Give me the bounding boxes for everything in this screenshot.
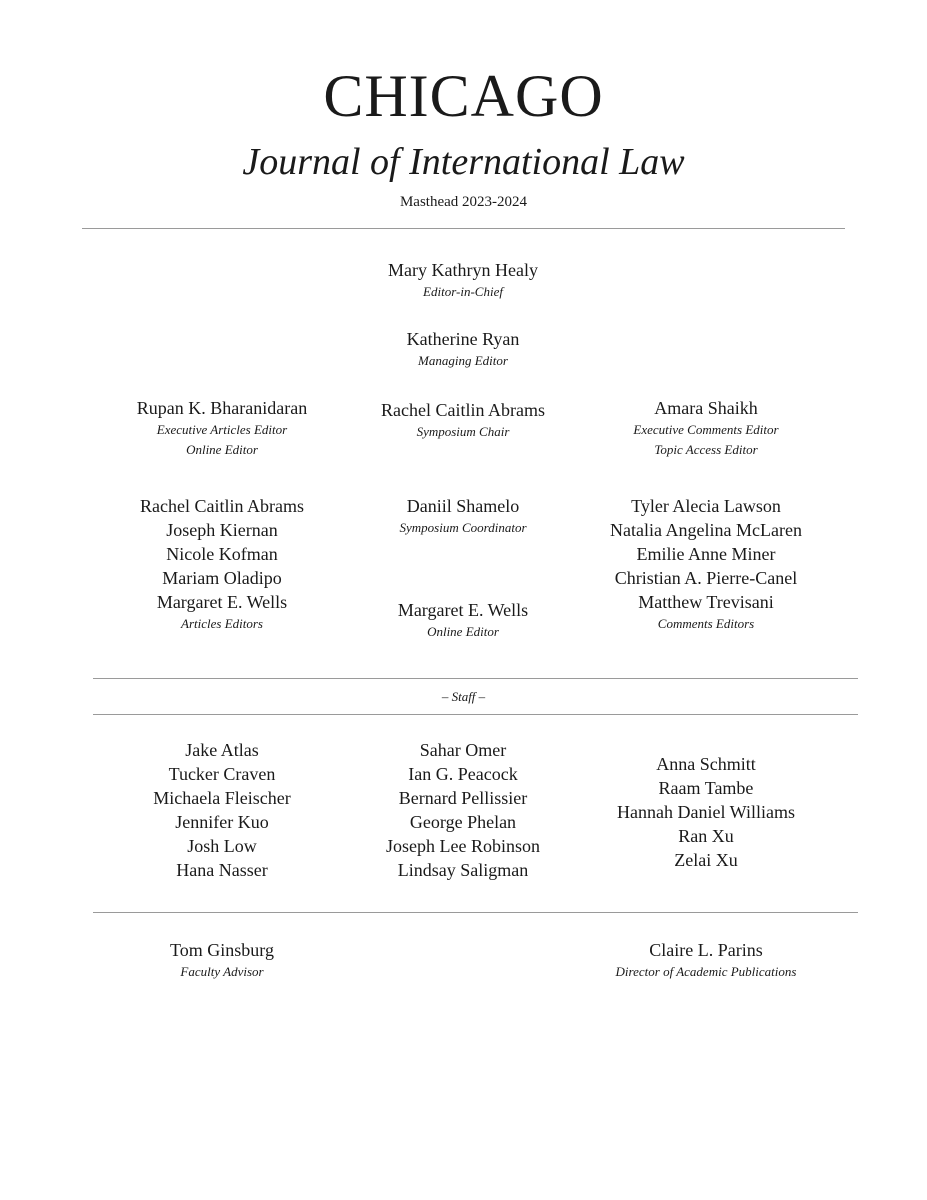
comments-editor-name: Christian A. Pierre-Canel xyxy=(614,568,798,588)
comments-editor-name: Natalia Angelina McLaren xyxy=(610,520,802,540)
executive-articles-block xyxy=(92,396,352,459)
director-block xyxy=(566,938,846,982)
comments-editors-role: Comments Editors xyxy=(657,616,755,631)
staff-name: Ran Xu xyxy=(678,826,734,846)
staff-name: Michaela Fleischer xyxy=(153,788,291,808)
faculty-advisor-name: Tom Ginsburg xyxy=(170,940,274,960)
staff-divider-bottom xyxy=(93,714,858,715)
comments-editors-block xyxy=(576,494,836,634)
staff-name: Joseph Lee Robinson xyxy=(386,836,540,856)
online-editor-role: Online Editor xyxy=(427,624,499,639)
comments-editor-name: Tyler Alecia Lawson xyxy=(631,496,781,516)
articles-editor-name: Rachel Caitlin Abrams xyxy=(140,496,304,516)
managing-editor-block xyxy=(313,327,613,371)
staff-label: – Staff – xyxy=(441,689,486,704)
staff-name: Hannah Daniel Williams xyxy=(617,802,795,822)
executive-comments-block xyxy=(576,396,836,459)
staff-name: Lindsay Saligman xyxy=(397,860,529,880)
executive-articles-name: Rupan K. Bharanidaran xyxy=(136,398,308,418)
articles-editor-name: Mariam Oladipo xyxy=(162,568,282,588)
editor-in-chief-name: Mary Kathryn Healy xyxy=(388,260,538,280)
comments-editor-name: Matthew Trevisani xyxy=(638,592,774,612)
journal-title: CHICAGO xyxy=(323,63,604,129)
editor-in-chief-role: Editor-in-Chief xyxy=(423,284,503,299)
symposium-chair-block xyxy=(333,398,593,442)
editor-in-chief-block xyxy=(313,258,613,302)
faculty-advisor-role: Faculty Advisor xyxy=(180,964,264,979)
staff-name: Tucker Craven xyxy=(168,764,276,784)
executive-comments-role: Executive Comments Editor xyxy=(633,422,779,437)
symposium-coordinator-role: Symposium Coordinator xyxy=(399,520,527,535)
director-role: Director of Academic Publications xyxy=(615,964,797,979)
online-editor-block xyxy=(333,598,593,642)
staff-name: Raam Tambe xyxy=(658,778,754,798)
staff-name: Zelai Xu xyxy=(674,850,738,870)
masthead-year: Masthead 2023-2024 xyxy=(399,194,528,210)
articles-editors-block xyxy=(92,494,352,634)
executive-articles-role-2: Online Editor xyxy=(186,441,258,457)
executive-comments-name: Amara Shaikh xyxy=(654,398,758,418)
symposium-chair-name: Rachel Caitlin Abrams xyxy=(381,400,545,420)
symposium-coordinator-block xyxy=(333,494,593,538)
symposium-coordinator-name: Daniil Shamelo xyxy=(406,496,520,516)
staff-name: Sahar Omer xyxy=(419,740,507,760)
staff-divider-top xyxy=(93,678,858,679)
managing-editor-name: Katherine Ryan xyxy=(406,329,520,349)
articles-editor-name: Joseph Kiernan xyxy=(166,520,278,540)
header-divider xyxy=(82,228,845,229)
staff-name: Josh Low xyxy=(187,836,257,856)
executive-comments-role-2: Topic Access Editor xyxy=(654,441,758,457)
staff-name: Bernard Pellissier xyxy=(398,788,528,808)
staff-name: Ian G. Peacock xyxy=(408,764,518,784)
symposium-chair-role: Symposium Chair xyxy=(416,424,510,439)
faculty-advisor-block xyxy=(92,938,352,982)
comments-editor-name: Emilie Anne Miner xyxy=(636,544,776,564)
articles-editors-role: Articles Editors xyxy=(181,616,263,631)
staff-name: Jake Atlas xyxy=(185,740,259,760)
staff-name: Hana Nasser xyxy=(176,860,268,880)
staff-name: Jennifer Kuo xyxy=(175,812,269,832)
staff-column-2 xyxy=(333,738,593,882)
staff-name: George Phelan xyxy=(409,812,517,832)
staff-column-3 xyxy=(576,752,836,872)
executive-articles-role: Executive Articles Editor xyxy=(156,422,288,437)
staff-column-1 xyxy=(92,738,352,882)
managing-editor-role: Managing Editor xyxy=(418,353,508,368)
online-editor-name: Margaret E. Wells xyxy=(397,600,529,620)
staff-name: Anna Schmitt xyxy=(656,754,756,774)
articles-editor-name: Margaret E. Wells xyxy=(156,592,288,612)
articles-editor-name: Nicole Kofman xyxy=(166,544,278,564)
director-name: Claire L. Parins xyxy=(649,940,763,960)
journal-subtitle: Journal of International Law xyxy=(242,141,685,183)
advisors-divider xyxy=(93,912,858,913)
